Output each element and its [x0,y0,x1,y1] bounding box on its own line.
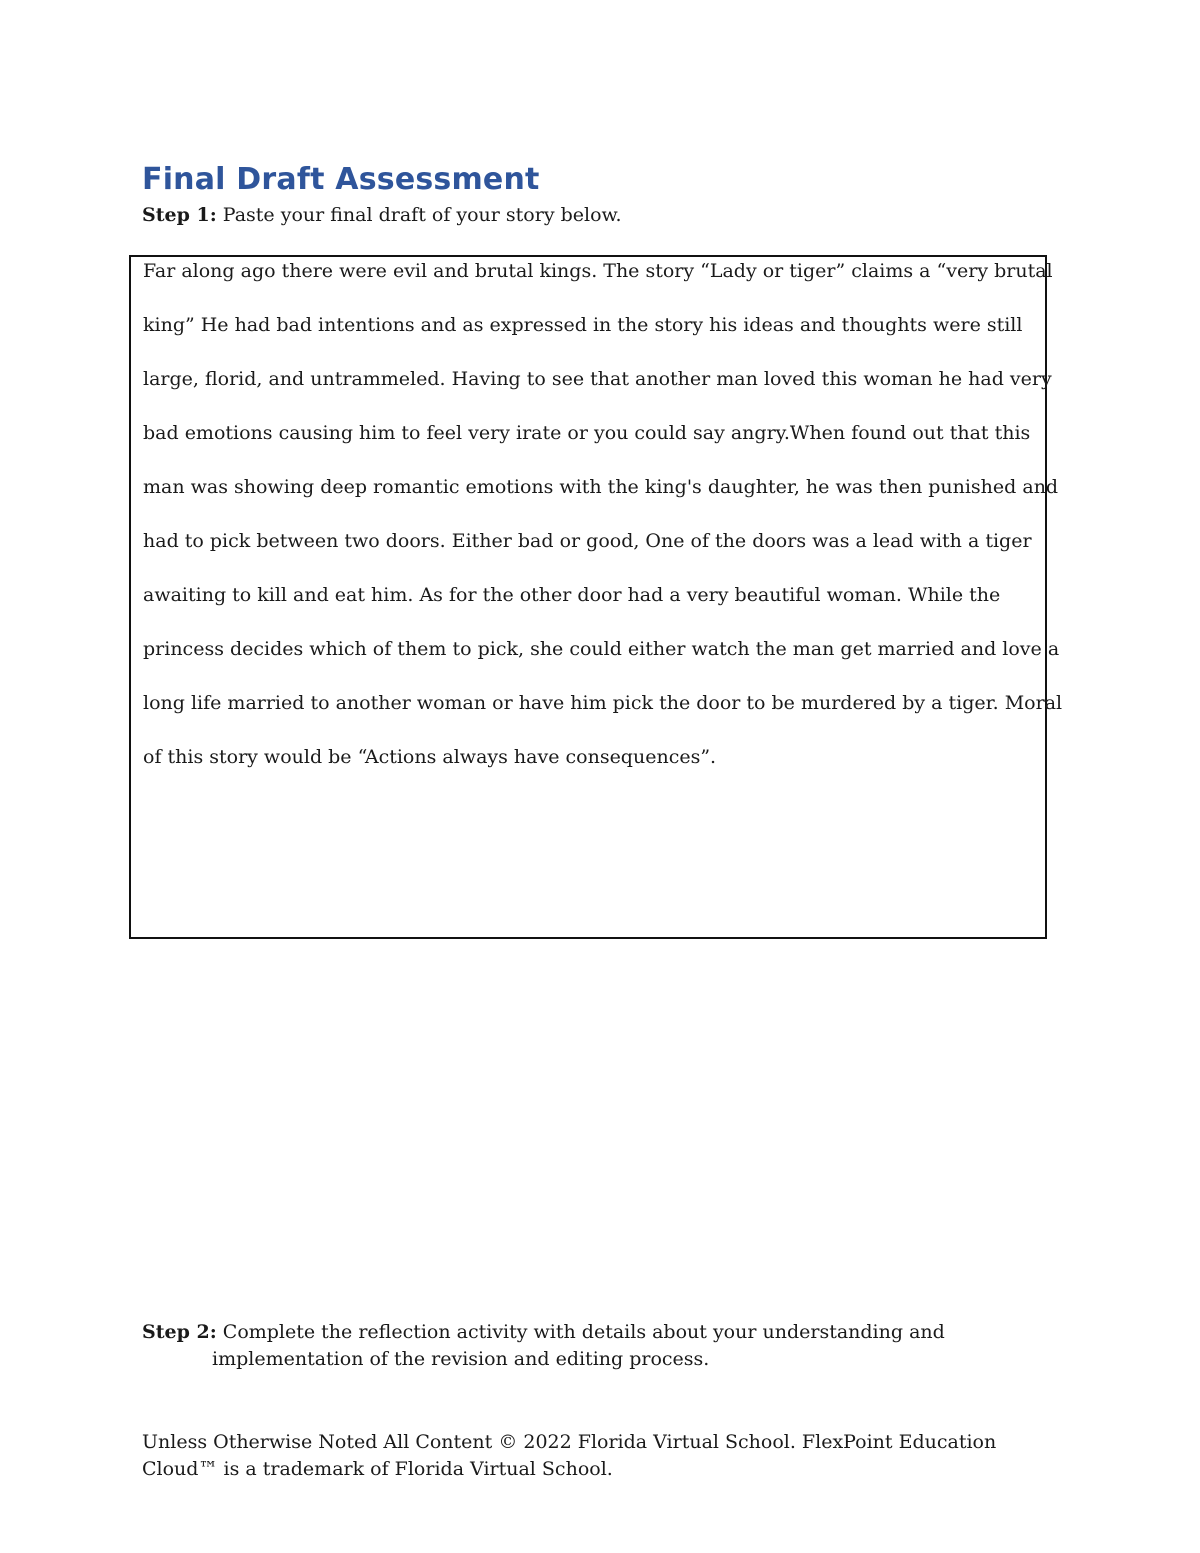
story-line: princess decides which of them to pick, she could either watch the man get married and love a [143,638,1060,660]
footer-line-2: Cloud™ is a trademark of Florida Virtual School. [142,1458,613,1480]
story-line: Far along ago there were evil and brutal kings. The story “Lady or tiger” claims a “very brutal [143,260,1053,282]
page-title: Final Draft Assessment [142,162,540,197]
story-line: awaiting to kill and eat him. As for the other door had a very beautiful woman. While the [143,584,1001,606]
story-line: of this story would be “Actions always have consequences”. [143,746,717,768]
story-line: had to pick between two doors. Either bad or good, One of the doors was a lead with a tiger [143,530,1032,552]
step-1-instruction [142,202,622,229]
step-2-label: Step 2: [142,1321,217,1343]
step-2-instruction [142,1319,962,1373]
step-2-text-line-1: Complete the reflection activity with details about your understanding and [222,1321,945,1343]
step-1-text: Paste your final draft of your story below. [222,204,622,226]
story-line: man was showing deep romantic emotions with the king's daughter, he was then punished and [143,476,1059,498]
story-text-box[interactable] [129,255,1063,939]
story-line: long life married to another woman or have him pick the door to be murdered by a tiger. Moral [143,692,1063,714]
copyright-footer [142,1429,1022,1483]
story-line: king” He had bad intentions and as expressed in the story his ideas and thoughts were still [143,314,1023,336]
footer-line-1: Unless Otherwise Noted All Content © 2022 Florida Virtual School. FlexPoint Education [142,1431,997,1453]
story-line: bad emotions causing him to feel very irate or you could say angry.When found out that this [143,422,1031,444]
step-1-label: Step 1: [142,204,217,226]
story-line: large, florid, and untrammeled. Having to see that another man loved this woman he had very [143,368,1052,390]
step-2-text-line-2: implementation of the revision and editing process. [212,1348,710,1370]
